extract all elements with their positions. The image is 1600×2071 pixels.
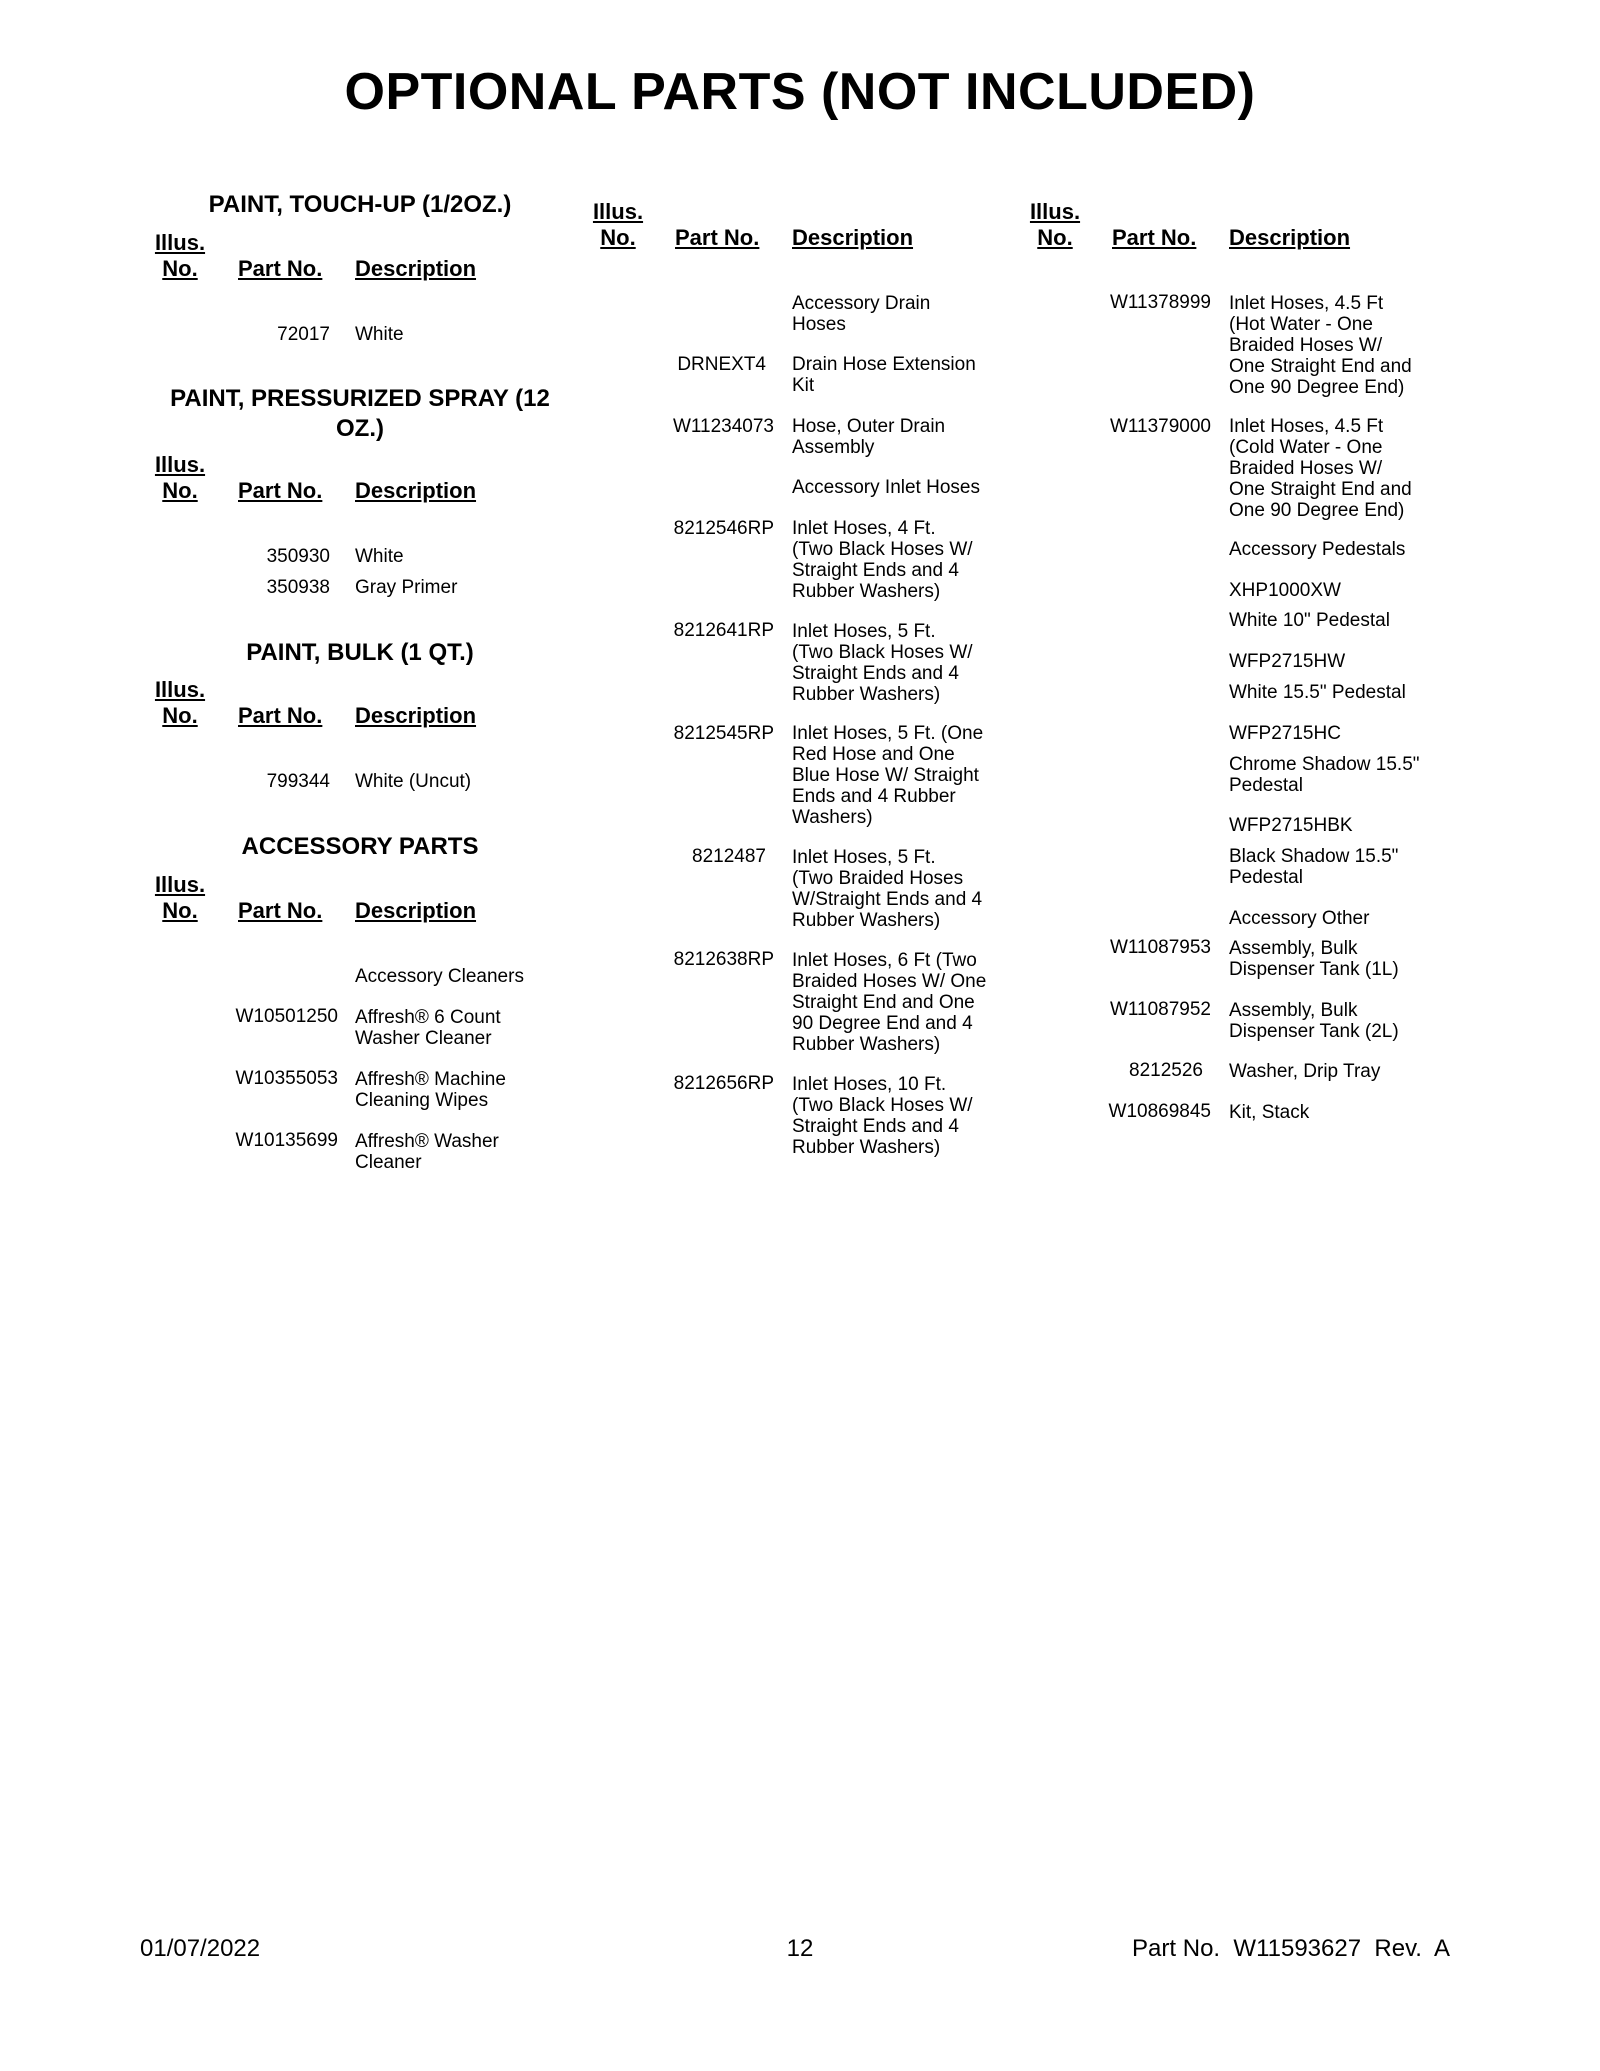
category-label: Accessory Cleaners: [355, 966, 524, 987]
part-number: 799344: [266, 771, 330, 792]
part-number: 350938: [266, 577, 330, 598]
part-description: White: [355, 546, 404, 567]
illus-header-col3: [1025, 199, 1085, 251]
part-description: Affresh® Washer Cleaner: [355, 1131, 499, 1173]
no-label: No.: [162, 256, 198, 281]
section-title-spray: PAINT, PRESSURIZED SPRAY (12 OZ.): [170, 385, 550, 442]
illus-label: Illus.: [1029, 199, 1081, 224]
illus-label: Illus.: [592, 199, 644, 224]
part-number: 350930: [266, 546, 330, 567]
part-no-header: Part No.: [1112, 225, 1197, 250]
part-description: Assembly, Bulk Dispenser Tank (2L): [1229, 1000, 1399, 1042]
category-label: Accessory Other: [1229, 908, 1370, 929]
part-description: Washer, Drip Tray: [1229, 1061, 1381, 1082]
description-header: Description: [355, 703, 477, 728]
part-number: 72017: [277, 324, 330, 345]
part-description: Hose, Outer Drain Assembly: [792, 416, 946, 458]
section-title-bulk: PAINT, BULK (1 QT.): [246, 639, 474, 666]
section-title-touchup: PAINT, TOUCH-UP (1/2OZ.): [208, 191, 512, 218]
part-no-header: Part No.: [675, 225, 760, 250]
part-description: Kit, Stack: [1229, 1102, 1310, 1123]
part-description: White 15.5" Pedestal: [1229, 682, 1406, 703]
footer-date: 01/07/2022: [140, 1935, 261, 1962]
part-description: Inlet Hoses, 10 Ft. (Two Black Hoses W/ Straight Ends and 4 Rubber Washers): [792, 1074, 973, 1158]
illus-header-touchup: [150, 230, 210, 282]
part-number: 8212641RP: [673, 620, 774, 641]
part-number: W10501250: [235, 1006, 338, 1027]
part-description: Affresh® Machine Cleaning Wipes: [355, 1069, 506, 1111]
footer-page-number: 12: [786, 1935, 814, 1962]
pedestal-model: WFP2715HC: [1229, 723, 1341, 744]
pedestal-model: XHP1000XW: [1229, 580, 1341, 601]
part-number: W10869845: [1108, 1101, 1211, 1122]
illus-label: Illus.: [154, 452, 206, 477]
part-description: Inlet Hoses, 4 Ft. (Two Black Hoses W/ Straight Ends and 4 Rubber Washers): [792, 518, 973, 602]
illus-label: Illus.: [154, 230, 206, 255]
page-title: OPTIONAL PARTS (NOT INCLUDED): [344, 63, 1256, 121]
illus-header-col2: [588, 199, 648, 251]
part-description: Black Shadow 15.5" Pedestal: [1229, 846, 1399, 888]
part-description: White (Uncut): [355, 771, 472, 792]
part-number: 8212487: [692, 846, 766, 867]
part-no-header: Part No.: [238, 703, 323, 728]
part-description: Inlet Hoses, 4.5 Ft (Hot Water - One Braided Hoses W/ One Straight End and One 90 Degree End): [1229, 293, 1412, 398]
category-label: Accessory Inlet Hoses: [792, 477, 980, 498]
part-number: 8212546RP: [673, 518, 774, 539]
part-description: Inlet Hoses, 6 Ft (Two Braided Hoses W/ One Straight End and One 90 Degree End and 4 Rubber Washers): [792, 950, 987, 1055]
part-description: Drain Hose Extension Kit: [792, 354, 976, 396]
part-number: W10135699: [235, 1130, 338, 1151]
description-header: Description: [355, 256, 477, 281]
category-label: Accessory Pedestals: [1229, 539, 1406, 560]
part-number: W11087952: [1109, 999, 1211, 1020]
illus-label: Illus.: [154, 677, 206, 702]
part-description: Inlet Hoses, 5 Ft. (Two Braided Hoses W/Straight Ends and 4 Rubber Washers): [792, 847, 983, 931]
illus-label: Illus.: [154, 872, 206, 897]
illus-header-bulk: [150, 677, 210, 729]
illus-header-spray: [150, 452, 210, 504]
part-number: 8212545RP: [673, 723, 774, 744]
part-number: 8212656RP: [673, 1073, 774, 1094]
no-label: No.: [162, 478, 198, 503]
part-number: 8212526: [1129, 1060, 1203, 1081]
part-description: Gray Primer: [355, 577, 458, 598]
illus-header-accessory: [150, 872, 210, 924]
part-description: Assembly, Bulk Dispenser Tank (1L): [1229, 938, 1399, 980]
part-number: W11378999: [1109, 292, 1211, 313]
description-header: Description: [355, 898, 477, 923]
part-number: 8212638RP: [673, 949, 774, 970]
part-no-header: Part No.: [238, 256, 323, 281]
part-description: Chrome Shadow 15.5" Pedestal: [1229, 754, 1420, 796]
part-no-header: Part No.: [238, 898, 323, 923]
description-header: Description: [792, 225, 914, 250]
pedestal-model: WFP2715HW: [1229, 651, 1346, 672]
part-description: White: [355, 324, 404, 345]
part-description: White 10" Pedestal: [1229, 610, 1390, 631]
no-label: No.: [1037, 225, 1073, 250]
section-title-accessory: ACCESSORY PARTS: [241, 833, 479, 860]
no-label: No.: [162, 703, 198, 728]
description-header: Description: [355, 478, 477, 503]
no-label: No.: [162, 898, 198, 923]
no-label: No.: [600, 225, 636, 250]
part-no-header: Part No.: [238, 478, 323, 503]
part-description: Inlet Hoses, 5 Ft. (One Red Hose and One Blue Hose W/ Straight Ends and 4 Rubber Washers): [792, 723, 984, 828]
part-description: Affresh® 6 Count Washer Cleaner: [355, 1007, 501, 1049]
part-number: W11087953: [1109, 937, 1211, 958]
part-description: Inlet Hoses, 4.5 Ft (Cold Water - One Braided Hoses W/ One Straight End and One 90 Degree End): [1229, 416, 1412, 521]
part-number: DRNEXT4: [677, 354, 766, 375]
description-header: Description: [1229, 225, 1351, 250]
footer-part-number: Part No. W11593627 Rev. A: [1132, 1935, 1450, 1962]
pedestal-model: WFP2715HBK: [1229, 815, 1353, 836]
part-number: W11234073: [672, 416, 774, 437]
part-number: W10355053: [235, 1068, 338, 1089]
category-label: Accessory Drain Hoses: [792, 293, 931, 335]
part-number: W11379000: [1109, 416, 1211, 437]
part-description: Inlet Hoses, 5 Ft. (Two Black Hoses W/ Straight Ends and 4 Rubber Washers): [792, 621, 973, 705]
